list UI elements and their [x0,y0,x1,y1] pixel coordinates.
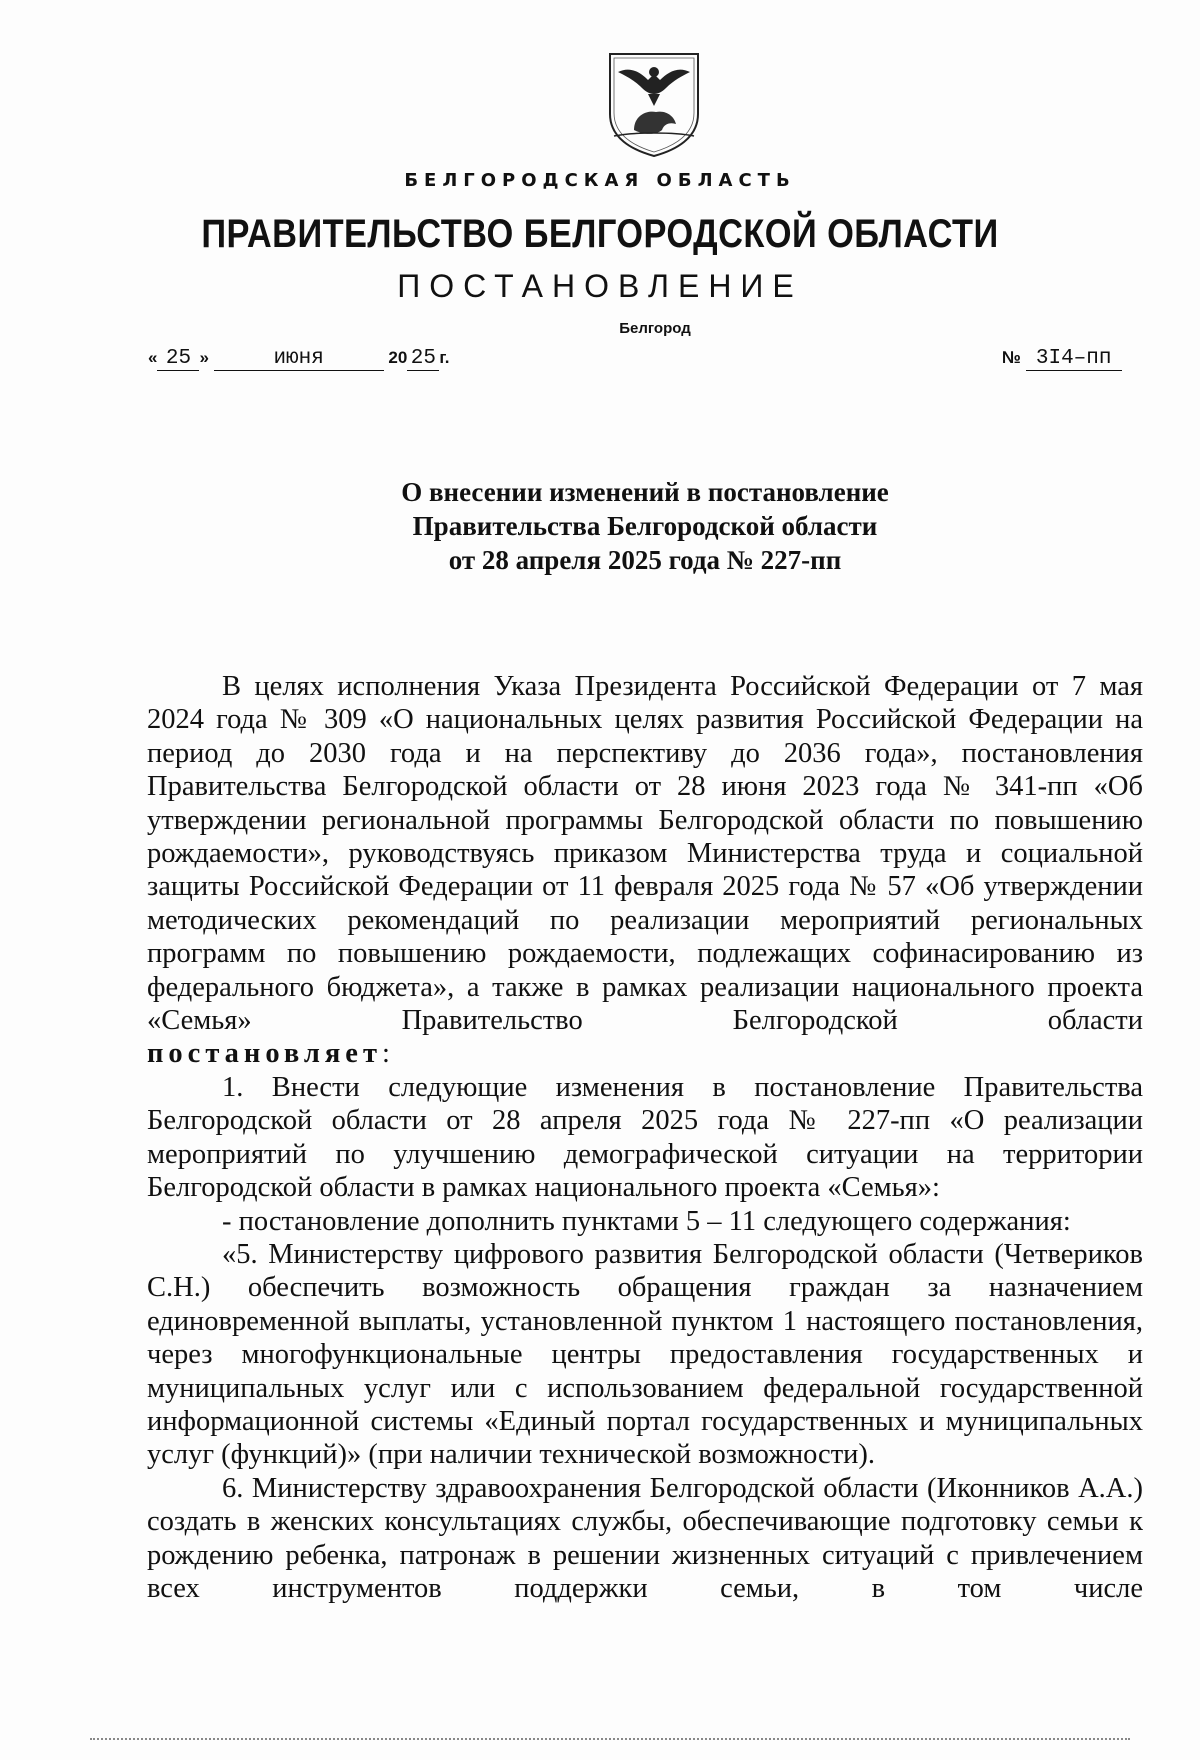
document-date [148,348,449,371]
item-1-paragraph: 1. Внести следующие изменения в постановление Правительства Белгородской области от 28 апреля 2025 года № 227-пп «О реализации мероприятий по улучшению демографической ситуации на территории Белгородской области в рамках национального проекта «Семья»: [147,1071,1143,1204]
number-prefix: № [1002,348,1021,367]
page-bottom-rule [90,1738,1130,1740]
date-year-suffix: г. [439,348,450,367]
resolves-colon: : [381,1038,390,1070]
government-name: ПРАВИТЕЛЬСТВО БЕЛГОРОДСКОЙ ОБЛАСТИ [201,212,999,256]
item-5-paragraph: «5. Министерству цифрового развития Белгородской области (Четвериков С.Н.) обеспечить возможность обращения граждан за назначением единовременной выплаты, установленной пунктом 1 настоящего постановления, через многофункциональные центры предоставления государственных и муниципальных услуг или с использованием федеральной государственной информационной системы «Единый портал государственных и муниципальных услуг (функций)» (при наличии технической возможности). [147,1238,1143,1471]
document-body [147,670,1143,1605]
date-day: 25 [157,348,199,371]
item-6-paragraph: 6. Министерству здравоохранения Белгородской области (Иконников А.А.) создать в женских консультациях службы, обеспечивающие подготовку семьи к рождению ребенка, патронаж в решении жизненных ситуаций с привлечением всех инструментов поддержки семьи, в том числе [147,1472,1143,1604]
resolves-line [147,1037,1143,1070]
item-1-dash-paragraph: - постановление дополнить пунктами 5 – 11 следующего содержания: [222,1205,1071,1237]
date-year-prefix: 20 [388,348,408,367]
region-name: БЕЛГОРОДСКАЯ ОБЛАСТЬ [404,170,796,191]
coat-of-arms-icon [604,50,704,158]
city-name: Белгород [619,320,691,337]
preamble-paragraph: В целях исполнения Указа Президента Российской Федерации от 7 мая 2024 года № 309 «О национальных целях развития Российской Федерации на период до 2030 года и на перспективу до 2036 года», постановления Правительства Белгородской области от 28 июня 2023 года № 341-пп «Об утверждении региональной программы Белгородской области по повышению рождаемости», руководствуясь приказом Министерства труда и социальной защиты Российской Федерации от 11 февраля 2025 года № 57 «Об утверждении методических рекомендаций по реализации мероприятий региональных программ по повышению рождаемости, подлежащих софинасированию из федерального бюджета», а также в рамках реализации национального проекта «Семья» Правительство Белгородской области [147,671,1143,1037]
title-line: О внесении изменений в постановление [401,477,889,507]
document-number [1002,348,1122,371]
date-close-quote: » [199,348,209,367]
title-line: от 28 апреля 2025 года № 227-пп [448,545,842,575]
date-open-quote: « [148,348,158,367]
resolves-word: постановляет [147,1038,382,1070]
number-value: 3I4–пп [1026,348,1122,371]
date-month: июня [214,348,384,371]
document-type: ПОСТАНОВЛЕНИЕ [397,268,803,304]
document-title [150,475,1140,577]
date-year: 25 [407,348,439,371]
title-line: Правительства Белгородской области [412,511,878,541]
